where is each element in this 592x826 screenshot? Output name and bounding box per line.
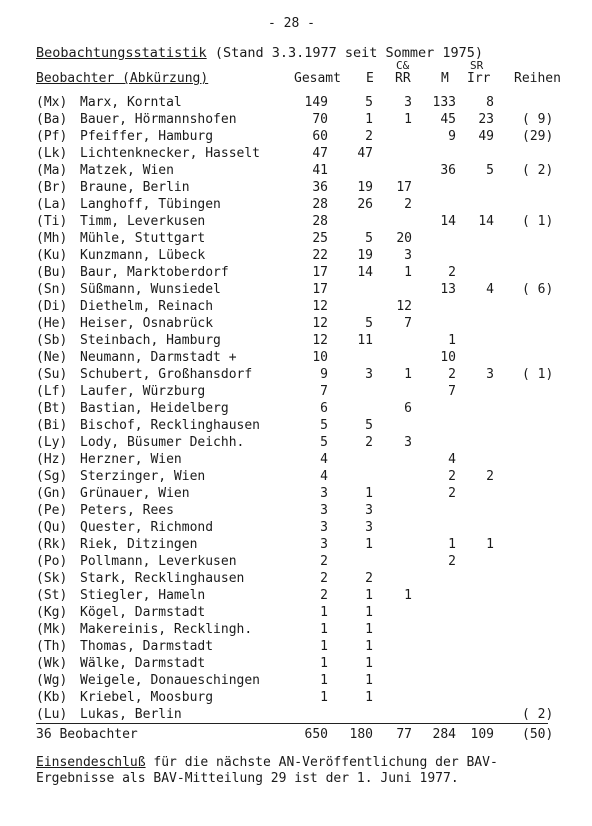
cell-total: 28 — [312, 214, 328, 229]
deadline-note-underlined: Einsendeschluß — [36, 755, 146, 770]
cell-abbr: (Th) — [36, 639, 68, 654]
cell-m: 45 — [440, 112, 456, 127]
cell-abbr: (Su) — [36, 367, 68, 382]
cell-rr: 1 — [404, 367, 412, 382]
cell-total: 25 — [312, 231, 328, 246]
cell-name: Weigele, Donaueschingen — [80, 673, 261, 688]
cell-name: Pfeiffer, Hamburg — [80, 129, 214, 144]
cell-e: 1 — [365, 673, 373, 688]
cell-series: ( 1) — [522, 367, 554, 382]
table-row — [0, 604, 592, 621]
cell-name: Bischof, Recklinghausen — [80, 418, 261, 433]
deadline-note-line2: Ergebnisse als BAV-Mitteilung 29 ist der 1. Juni 1977. — [36, 771, 459, 786]
cell-e: 3 — [365, 520, 373, 535]
cell-e: 3 — [365, 503, 373, 518]
cell-e: 1 — [365, 690, 373, 705]
cell-abbr: (Ne) — [36, 350, 68, 365]
cell-name: Wälke, Darmstadt — [80, 656, 206, 671]
cell-rr: 2 — [404, 197, 412, 212]
cell-abbr: (La) — [36, 197, 68, 212]
cell-e: 1 — [365, 537, 373, 552]
table-row — [0, 400, 592, 417]
cell-abbr: (Ku) — [36, 248, 68, 263]
table-row — [0, 706, 592, 723]
cell-irr: 2 — [486, 469, 494, 484]
table-row — [0, 247, 592, 264]
cell-rr: 1 — [404, 265, 412, 280]
cell-name: Kögel, Darmstadt — [80, 605, 206, 620]
table-row — [0, 502, 592, 519]
cell-name: Neumann, Darmstadt + — [80, 350, 237, 365]
totals-rr: 77 — [396, 727, 412, 742]
cell-e: 47 — [357, 146, 373, 161]
table-row — [0, 145, 592, 162]
table-row — [0, 536, 592, 553]
deadline-note-line1 — [36, 755, 498, 770]
cell-abbr: (Ba) — [36, 112, 68, 127]
cell-e: 19 — [357, 180, 373, 195]
cell-rr: 12 — [396, 299, 412, 314]
cell-irr: 8 — [486, 95, 494, 110]
cell-irr: 5 — [486, 163, 494, 178]
cell-abbr: (Ly) — [36, 435, 68, 450]
cell-abbr: (Mh) — [36, 231, 68, 246]
cell-total: 3 — [320, 503, 328, 518]
table-row — [0, 451, 592, 468]
table-row — [0, 196, 592, 213]
cell-name: Herzner, Wien — [80, 452, 182, 467]
cell-m: 14 — [440, 214, 456, 229]
cell-m: 2 — [448, 265, 456, 280]
cell-abbr: (Bt) — [36, 401, 68, 416]
cell-rr: 3 — [404, 248, 412, 263]
cell-rr: 17 — [396, 180, 412, 195]
cell-m: 2 — [448, 469, 456, 484]
cell-name: Stark, Recklinghausen — [80, 571, 245, 586]
cell-name: Lichtenknecker, Hasselt — [80, 146, 261, 161]
cell-name: Quester, Richmond — [80, 520, 214, 535]
cell-m: 2 — [448, 367, 456, 382]
cell-irr: 1 — [486, 537, 494, 552]
table-row — [0, 638, 592, 655]
cell-total: 12 — [312, 299, 328, 314]
table-row — [0, 689, 592, 706]
table-row — [0, 128, 592, 145]
cell-e: 1 — [365, 639, 373, 654]
cell-abbr: (Ma) — [36, 163, 68, 178]
cell-total: 60 — [312, 129, 328, 144]
table-row — [0, 213, 592, 230]
cell-total: 28 — [312, 197, 328, 212]
cell-e: 11 — [357, 333, 373, 348]
table-row — [0, 485, 592, 502]
cell-name: Kriebel, Moosburg — [80, 690, 214, 705]
cell-total: 1 — [320, 690, 328, 705]
col-header-e: E — [366, 71, 374, 86]
cell-e: 2 — [365, 435, 373, 450]
cell-abbr: (Gn) — [36, 486, 68, 501]
cell-name: Steinbach, Hamburg — [80, 333, 221, 348]
cell-series: ( 1) — [522, 214, 554, 229]
cell-total: 4 — [320, 452, 328, 467]
cell-e: 5 — [365, 95, 373, 110]
cell-abbr: (Sn) — [36, 282, 68, 297]
cell-abbr: (Di) — [36, 299, 68, 314]
cell-m: 1 — [448, 537, 456, 552]
table-row — [0, 672, 592, 689]
cell-abbr: (Mk) — [36, 622, 68, 637]
cell-e: 2 — [365, 129, 373, 144]
table-row — [0, 264, 592, 281]
totals-e: 180 — [349, 727, 373, 742]
cell-series: (29) — [522, 129, 554, 144]
table-row — [0, 332, 592, 349]
table-row — [0, 655, 592, 672]
table-row — [0, 519, 592, 536]
table-row — [0, 298, 592, 315]
cell-rr: 1 — [404, 112, 412, 127]
col-header-total: Gesamt — [294, 71, 341, 86]
cell-m: 13 — [440, 282, 456, 297]
cell-rr: 6 — [404, 401, 412, 416]
cell-total: 2 — [320, 571, 328, 586]
cell-m: 1 — [448, 333, 456, 348]
cell-abbr: (Wk) — [36, 656, 68, 671]
cell-total: 7 — [320, 384, 328, 399]
cell-total: 149 — [304, 95, 328, 110]
cell-abbr: (Pf) — [36, 129, 68, 144]
col-header-m: M — [441, 71, 449, 86]
cell-e: 1 — [365, 605, 373, 620]
cell-abbr: (Rk) — [36, 537, 68, 552]
cell-total: 41 — [312, 163, 328, 178]
table-row — [0, 468, 592, 485]
statistics-title — [36, 45, 483, 61]
cell-abbr: (Bu) — [36, 265, 68, 280]
cell-abbr: (Pe) — [36, 503, 68, 518]
cell-rr: 3 — [404, 95, 412, 110]
cell-name: Matzek, Wien — [80, 163, 174, 178]
cell-total: 6 — [320, 401, 328, 416]
cell-abbr: (Lk) — [36, 146, 68, 161]
cell-name: Stiegler, Hameln — [80, 588, 206, 603]
cell-m: 2 — [448, 554, 456, 569]
cell-total: 47 — [312, 146, 328, 161]
table-row — [0, 315, 592, 332]
cell-total: 9 — [320, 367, 328, 382]
cell-name: Laufer, Würzburg — [80, 384, 206, 399]
cell-abbr: (Wg) — [36, 673, 68, 688]
cell-name: Bastian, Heidelberg — [80, 401, 229, 416]
deadline-note-rest: für die nächste AN-Veröffentlichung der BAV- — [145, 755, 498, 770]
cell-abbr: (Qu) — [36, 520, 68, 535]
cell-m: 10 — [440, 350, 456, 365]
table-row — [0, 434, 592, 451]
cell-total: 70 — [312, 112, 328, 127]
cell-total: 1 — [320, 605, 328, 620]
cell-abbr: (Kb) — [36, 690, 68, 705]
cell-abbr: (Mx) — [36, 95, 68, 110]
cell-name: Riek, Ditzingen — [80, 537, 198, 552]
totals-rule — [36, 723, 548, 724]
cell-total: 12 — [312, 316, 328, 331]
cell-total: 17 — [312, 265, 328, 280]
cell-series: ( 6) — [522, 282, 554, 297]
cell-total: 10 — [312, 350, 328, 365]
cell-m: 36 — [440, 163, 456, 178]
totals-total: 650 — [304, 727, 328, 742]
cell-m: 133 — [432, 95, 456, 110]
cell-name: Marx, Korntal — [80, 95, 182, 110]
cell-m: 4 — [448, 452, 456, 467]
cell-m: 2 — [448, 486, 456, 501]
totals-series: (50) — [522, 727, 554, 742]
cell-name: Baur, Marktoberdorf — [80, 265, 229, 280]
cell-e: 5 — [365, 418, 373, 433]
cell-name: Grünauer, Wien — [80, 486, 190, 501]
cell-total: 5 — [320, 435, 328, 450]
cell-abbr: (Lf) — [36, 384, 68, 399]
col-header-series: Reihen — [514, 71, 561, 86]
cell-total: 4 — [320, 469, 328, 484]
cell-name: Mühle, Stuttgart — [80, 231, 206, 246]
cell-abbr: (Bi) — [36, 418, 68, 433]
cell-total: 2 — [320, 554, 328, 569]
cell-e: 14 — [357, 265, 373, 280]
cell-total: 1 — [320, 673, 328, 688]
cell-m: 9 — [448, 129, 456, 144]
cell-e: 19 — [357, 248, 373, 263]
table-row — [0, 587, 592, 604]
cell-name: Peters, Rees — [80, 503, 174, 518]
cell-e: 5 — [365, 231, 373, 246]
cell-total: 1 — [320, 656, 328, 671]
cell-abbr: (He) — [36, 316, 68, 331]
table-row — [0, 349, 592, 366]
table-row — [0, 111, 592, 128]
cell-total: 36 — [312, 180, 328, 195]
cell-e: 1 — [365, 588, 373, 603]
title-underlined: Beobachtungsstatistik — [36, 45, 207, 61]
cell-total: 3 — [320, 520, 328, 535]
cell-e: 3 — [365, 367, 373, 382]
cell-name: Lody, Büsumer Deichh. — [80, 435, 245, 450]
col-header-sr-top: SR — [470, 59, 484, 72]
col-header-c-top: C& — [396, 59, 410, 72]
cell-total: 3 — [320, 486, 328, 501]
cell-name: Timm, Leverkusen — [80, 214, 206, 229]
cell-e: 1 — [365, 486, 373, 501]
cell-name: Schubert, Großhansdorf — [80, 367, 253, 382]
cell-e: 5 — [365, 316, 373, 331]
table-row — [0, 366, 592, 383]
table-row — [0, 179, 592, 196]
cell-name: Braune, Berlin — [80, 180, 190, 195]
table-row — [0, 162, 592, 179]
totals-m: 284 — [432, 727, 456, 742]
table-row — [0, 417, 592, 434]
cell-rr: 1 — [404, 588, 412, 603]
cell-rr: 7 — [404, 316, 412, 331]
cell-total: 5 — [320, 418, 328, 433]
cell-rr: 3 — [404, 435, 412, 450]
page-number: - 28 - — [268, 16, 315, 31]
table-row — [0, 281, 592, 298]
cell-e: 1 — [365, 622, 373, 637]
cell-total: 1 — [320, 639, 328, 654]
cell-series: ( 2) — [522, 163, 554, 178]
table-row — [0, 553, 592, 570]
cell-series: ( 2) — [522, 707, 554, 722]
cell-abbr: (Ti) — [36, 214, 68, 229]
cell-irr: 3 — [486, 367, 494, 382]
table-row — [0, 570, 592, 587]
col-header-observer: Beobachter (Abkürzung) — [36, 71, 209, 86]
table-row — [0, 383, 592, 400]
cell-series: ( 9) — [522, 112, 554, 127]
cell-name: Sterzinger, Wien — [80, 469, 206, 484]
cell-abbr: (Po) — [36, 554, 68, 569]
cell-name: Süßmann, Wunsiedel — [80, 282, 221, 297]
cell-total: 3 — [320, 537, 328, 552]
cell-abbr: (Lu) — [36, 707, 68, 722]
cell-e: 1 — [365, 112, 373, 127]
cell-irr: 23 — [478, 112, 494, 127]
cell-name: Pollmann, Leverkusen — [80, 554, 237, 569]
table-row — [0, 621, 592, 638]
cell-e: 26 — [357, 197, 373, 212]
cell-m: 7 — [448, 384, 456, 399]
cell-abbr: (Br) — [36, 180, 68, 195]
cell-name: Bauer, Hörmannshofen — [80, 112, 237, 127]
totals-irr: 109 — [470, 727, 494, 742]
cell-name: Thomas, Darmstadt — [80, 639, 214, 654]
cell-name: Makereinis, Recklingh. — [80, 622, 253, 637]
cell-abbr: (Sk) — [36, 571, 68, 586]
table-row — [0, 94, 592, 111]
cell-irr: 4 — [486, 282, 494, 297]
cell-abbr: (Hz) — [36, 452, 68, 467]
col-header-rr: RR — [395, 71, 411, 86]
cell-name: Kunzmann, Lübeck — [80, 248, 206, 263]
cell-total: 2 — [320, 588, 328, 603]
cell-total: 22 — [312, 248, 328, 263]
cell-abbr: (St) — [36, 588, 68, 603]
cell-abbr: (Sg) — [36, 469, 68, 484]
table-row — [0, 230, 592, 247]
cell-total: 17 — [312, 282, 328, 297]
cell-rr: 20 — [396, 231, 412, 246]
cell-abbr: (Kg) — [36, 605, 68, 620]
cell-e: 1 — [365, 656, 373, 671]
totals-label: 36 Beobachter — [36, 727, 138, 742]
cell-abbr: (Sb) — [36, 333, 68, 348]
cell-name: Diethelm, Reinach — [80, 299, 214, 314]
cell-name: Heiser, Osnabrück — [80, 316, 214, 331]
cell-e: 2 — [365, 571, 373, 586]
cell-name: Lukas, Berlin — [80, 707, 182, 722]
title-rest: (Stand 3.3.1977 seit Sommer 1975) — [206, 45, 484, 61]
cell-total: 1 — [320, 622, 328, 637]
col-header-irr: Irr — [467, 71, 491, 86]
cell-irr: 49 — [478, 129, 494, 144]
cell-total: 12 — [312, 333, 328, 348]
cell-name: Langhoff, Tübingen — [80, 197, 221, 212]
cell-irr: 14 — [478, 214, 494, 229]
